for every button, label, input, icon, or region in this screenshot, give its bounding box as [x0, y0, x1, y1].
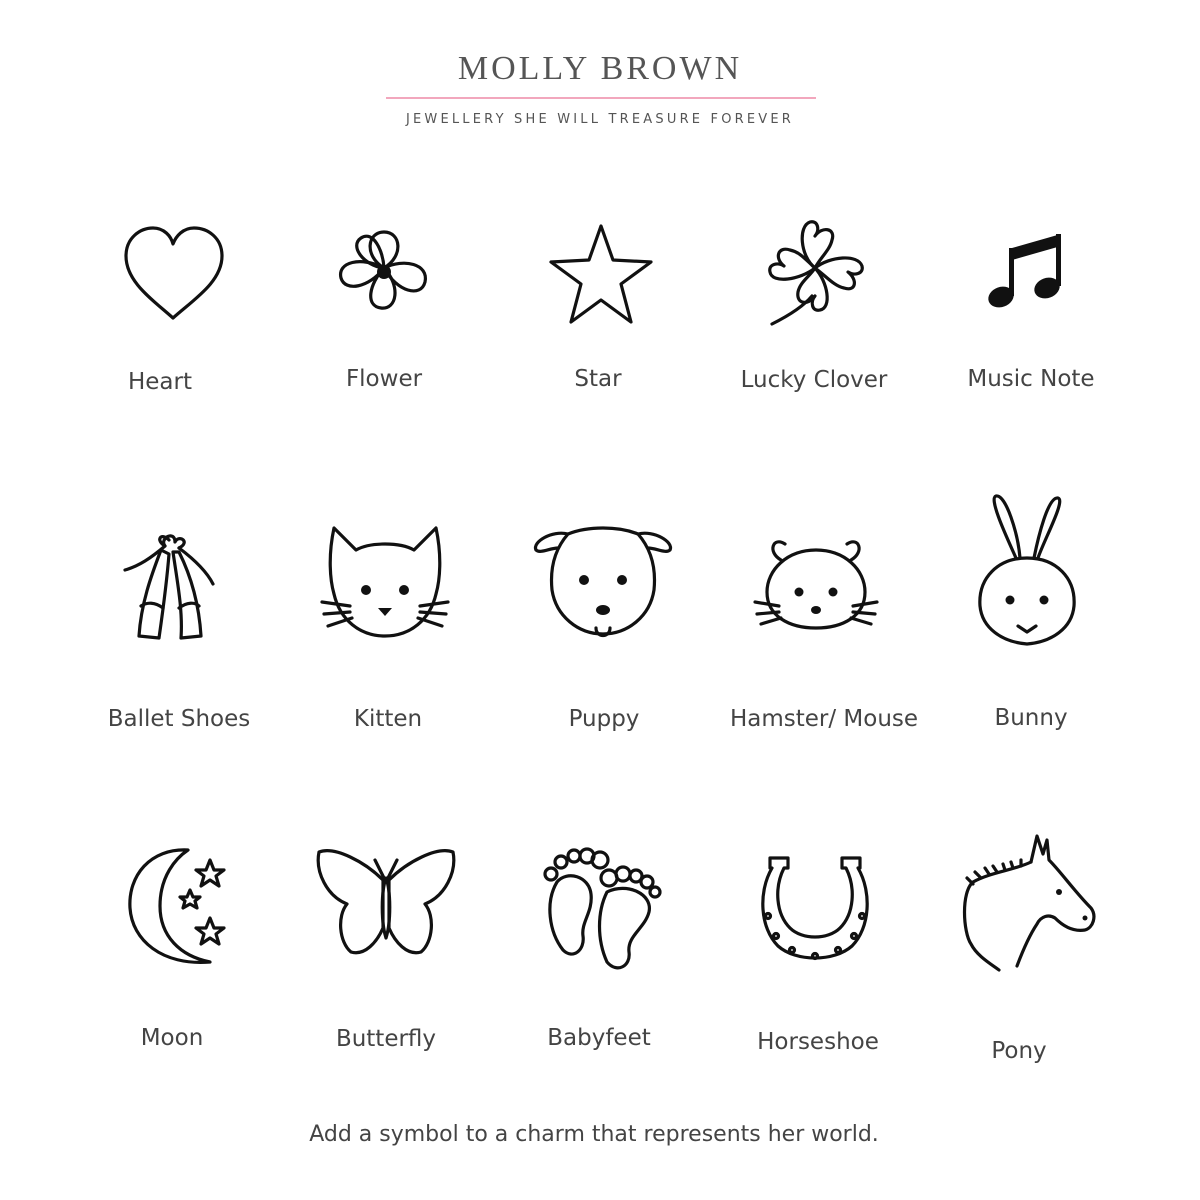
brand-tagline: JEWELLERY SHE WILL TREASURE FOREVER	[405, 112, 795, 127]
babyfeet-icon	[527, 832, 677, 982]
hamster-icon	[741, 510, 891, 660]
kitten-icon	[310, 510, 460, 660]
pony-icon	[951, 832, 1101, 982]
butterfly-icon	[311, 832, 461, 982]
symbol-label-horseshoe: Horseshoe	[757, 1029, 879, 1055]
flower-icon	[309, 196, 459, 346]
symbol-label-flower: Flower	[345, 366, 423, 392]
symbol-label-music-note: Music Note	[967, 366, 1095, 392]
symbol-label-hamster-mouse: Hamster/ Mouse	[729, 706, 919, 732]
bunny-icon	[952, 478, 1102, 628]
brand-divider	[386, 97, 816, 99]
ballet-shoes-icon	[95, 510, 245, 660]
symbol-label-moon: Moon	[140, 1025, 204, 1051]
symbol-label-ballet-shoes: Ballet Shoes	[107, 706, 251, 732]
heart-icon	[98, 196, 248, 346]
puppy-icon	[528, 510, 678, 660]
symbol-label-heart: Heart	[127, 369, 192, 395]
symbol-label-lucky-clover: Lucky Clover	[740, 367, 888, 393]
star-icon	[525, 196, 675, 346]
brand-title: MOLLY BROWN	[457, 50, 743, 87]
symbol-label-pony: Pony	[991, 1038, 1047, 1064]
symbol-label-bunny: Bunny	[994, 705, 1068, 731]
footer-caption: Add a symbol to a charm that represents her world.	[309, 1122, 879, 1147]
moon-icon	[100, 832, 250, 982]
symbol-label-butterfly: Butterfly	[335, 1026, 437, 1052]
symbol-label-puppy: Puppy	[568, 706, 640, 732]
music-note-icon	[951, 196, 1101, 346]
symbol-label-star: Star	[574, 366, 622, 392]
symbol-label-kitten: Kitten	[353, 706, 423, 732]
horseshoe-icon	[740, 832, 890, 982]
symbol-label-babyfeet: Babyfeet	[547, 1025, 651, 1051]
clover-icon	[740, 196, 890, 346]
